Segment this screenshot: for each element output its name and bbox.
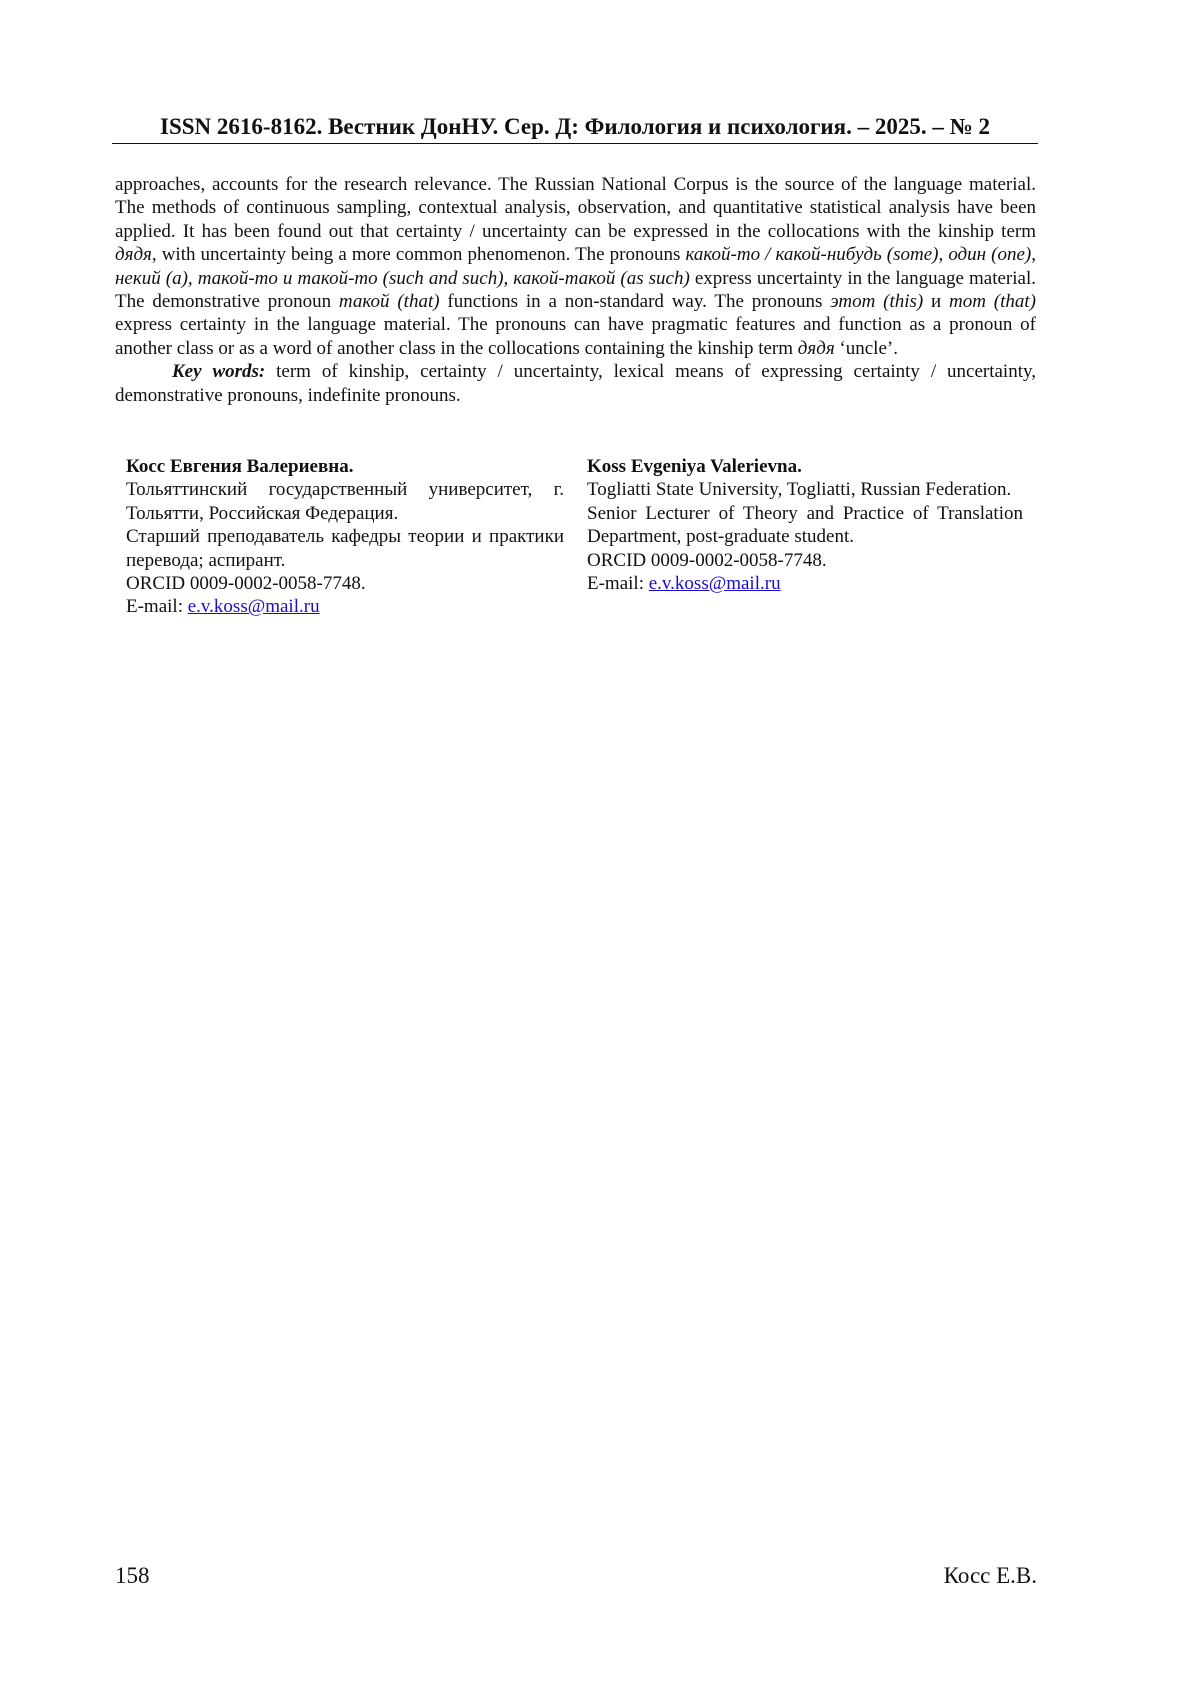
author-affiliation: Тольяттинский государственный университет, г. Тольятти, Российская Федерация. — [126, 479, 564, 524]
pronoun-takoy: такой (that) — [338, 291, 440, 313]
author-name: Koss Evgeniya Valerievna. — [587, 456, 802, 477]
email-link[interactable]: e.v.koss@mail.ru — [187, 596, 320, 618]
author-position: Senior Lecturer of Theory and Practice of Translation Department, post-graduate student. — [587, 502, 1023, 548]
author-affiliation: Togliatti State University, Togliatti, Russian Federation. — [587, 479, 1012, 501]
author-info-russian — [126, 455, 564, 619]
abstract-text: , with uncertainty being a more common phenomenon. The pronouns — [151, 244, 686, 266]
abstract-paragraph — [115, 173, 1036, 360]
keywords-label: Key words: — [172, 361, 266, 383]
abstract-text: approaches, accounts for the research relevance. The Russian National Corpus is the source of the language material. The methods of continuous sampling, contextual analysis, observation, and quantitative statistical analysis have been applied. It has been found out that certainty / uncertainty can be expressed in the collocations with the kinship term — [115, 174, 1036, 242]
author-email-line — [587, 572, 1023, 595]
abstract-text: и — [923, 291, 949, 313]
author-info-english — [587, 455, 1023, 595]
author-name: Косс Евгения Валериевна. — [126, 456, 354, 477]
abstract-block — [115, 173, 1036, 407]
page-number: 158 — [115, 1563, 150, 1588]
term-dyadya: дядя — [115, 244, 152, 266]
abstract-text: functions in a non-standard way. The pronouns — [439, 291, 831, 313]
abstract-text: express certainty in the language material. The pronouns can have pragmatic features and function as a pronoun of another class or as a word of another class in the collocations containing the kinship term — [115, 314, 1036, 359]
keywords-text: term of kinship, certainty / uncertainty, lexical means of expressing certainty / uncertainty, demonstrative pronouns, indefinite pronouns. — [115, 361, 1036, 406]
abstract-text: express uncertainty in the language material. The demonstrative pronoun — [115, 267, 1036, 313]
keywords-paragraph — [115, 360, 1036, 407]
author-email-line — [126, 595, 564, 618]
footer-author: Косс Е.В. — [943, 1563, 1037, 1588]
journal-header — [112, 112, 1038, 144]
author-position: Старший преподаватель кафедры теории и практики перевода; аспирант. — [126, 526, 564, 571]
pronoun-list-uncertainty: какой-то / какой-нибудь (some), один (one), некий (a), такой-то и такой-то (such and such), какой-такой (as such) — [115, 244, 1036, 289]
author-orcid: ORCID 0009-0002-0058-7748. — [126, 573, 366, 595]
journal-header-title: ISSN 2616-8162. Вестник ДонНУ. Сер. Д: Филология и психология. – 2025. – № 2 — [160, 114, 990, 139]
pronoun-tot: тот (that) — [949, 291, 1036, 313]
author-orcid: ORCID 0009-0002-0058-7748. — [587, 549, 827, 571]
email-label: E-mail: — [126, 596, 188, 618]
abstract-text: ‘uncle’. — [834, 337, 898, 359]
email-label: E-mail: — [587, 573, 649, 595]
pronoun-etot: этот (this) — [830, 291, 924, 313]
email-link[interactable]: e.v.koss@mail.ru — [648, 573, 781, 595]
term-dyadya: дядя — [797, 337, 835, 359]
